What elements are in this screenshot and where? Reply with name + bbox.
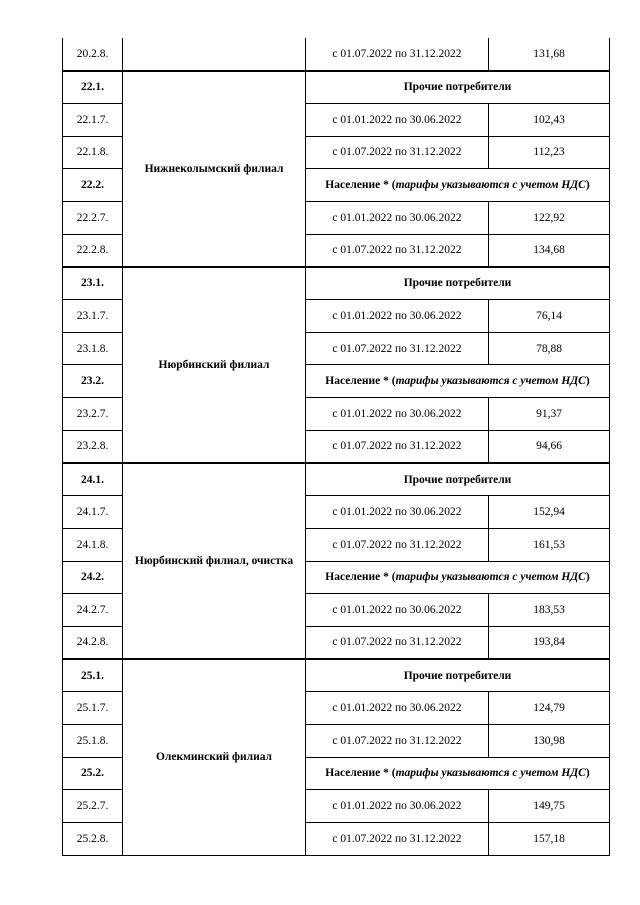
period-cell: с 01.07.2022 по 31.12.2022 [306,136,489,169]
population-label-suffix: ) [585,766,590,779]
row-number: 23.2.8. [63,430,123,463]
tariff-value: 122,92 [489,201,610,234]
period-cell: с 01.01.2022 по 30.06.2022 [306,300,489,333]
tariff-table [62,38,610,856]
population-label-note: тарифы указываются с учетом НДС [395,374,586,387]
row-number: 24.1.8. [63,528,123,561]
population-label [306,365,610,398]
row-number: 24.2.8. [63,626,123,659]
tariff-value: 161,53 [489,528,610,561]
population-label-suffix: ) [585,374,590,387]
tariff-value: 94,66 [489,430,610,463]
branch-name: Олекминский филиал [123,659,306,855]
tariff-value: 102,43 [489,103,610,136]
row-number: 22.1.7. [63,103,123,136]
row-number: 24.1. [63,463,123,496]
tariff-value: 149,75 [489,790,610,823]
period-cell: с 01.07.2022 по 31.12.2022 [306,234,489,267]
period-cell: с 01.07.2022 по 31.12.2022 [306,38,489,71]
period-cell: с 01.01.2022 по 30.06.2022 [306,398,489,431]
period-cell: с 01.01.2022 по 30.06.2022 [306,594,489,627]
row-number: 22.2. [63,169,123,202]
row-number: 25.2.8. [63,823,123,856]
table-row [63,38,610,71]
row-number: 25.1.7. [63,692,123,725]
population-label [306,169,610,202]
row-number: 23.2.7. [63,398,123,431]
row-number: 23.1.8. [63,332,123,365]
period-cell: с 01.01.2022 по 30.06.2022 [306,103,489,136]
population-label-prefix: Население * ( [325,178,396,191]
population-label-note: тарифы указываются с учетом НДС [395,766,586,779]
period-cell: с 01.07.2022 по 31.12.2022 [306,430,489,463]
row-number: 23.2. [63,365,123,398]
period-cell: с 01.01.2022 по 30.06.2022 [306,496,489,529]
tariff-value: 134,68 [489,234,610,267]
tariff-value: 131,68 [489,38,610,71]
row-number: 25.1.8. [63,724,123,757]
row-number: 25.2. [63,757,123,790]
row-number: 25.2.7. [63,790,123,823]
row-number: 23.1. [63,267,123,300]
population-label-suffix: ) [585,178,590,191]
group-header-row [63,659,610,692]
population-label-note: тарифы указываются с учетом НДС [395,570,586,583]
tariff-value: 130,98 [489,724,610,757]
population-label-prefix: Население * ( [325,374,396,387]
row-number: 20.2.8. [63,38,123,71]
row-number: 22.2.8. [63,234,123,267]
period-cell: с 01.07.2022 по 31.12.2022 [306,626,489,659]
row-number: 25.1. [63,659,123,692]
period-cell: с 01.07.2022 по 31.12.2022 [306,823,489,856]
population-label [306,561,610,594]
tariff-value: 76,14 [489,300,610,333]
tariff-value: 124,79 [489,692,610,725]
tariff-value: 183,53 [489,594,610,627]
group-header-row [63,267,610,300]
row-number: 24.2.7. [63,594,123,627]
tariff-value: 112,23 [489,136,610,169]
group-header-label: Прочие потребители [306,267,610,300]
tariff-value: 78,88 [489,332,610,365]
population-label-note: тарифы указываются с учетом НДС [395,178,586,191]
period-cell: с 01.01.2022 по 30.06.2022 [306,201,489,234]
row-number: 24.2. [63,561,123,594]
row-number: 22.1.8. [63,136,123,169]
group-header-label: Прочие потребители [306,659,610,692]
group-header-label: Прочие потребители [306,463,610,496]
group-header-row [63,463,610,496]
group-header-row [63,71,610,104]
population-label-suffix: ) [585,570,590,583]
branch-name: Нюрбинский филиал, очистка [123,463,306,659]
group-header-label: Прочие потребители [306,71,610,104]
period-cell: с 01.07.2022 по 31.12.2022 [306,528,489,561]
branch-name: Нюрбинский филиал [123,267,306,463]
row-number: 24.1.7. [63,496,123,529]
branch-cell-empty [123,38,306,71]
population-label-prefix: Население * ( [325,766,396,779]
period-cell: с 01.07.2022 по 31.12.2022 [306,332,489,365]
row-number: 22.2.7. [63,201,123,234]
tariff-value: 152,94 [489,496,610,529]
row-number: 22.1. [63,71,123,104]
period-cell: с 01.01.2022 по 30.06.2022 [306,790,489,823]
tariff-value: 193,84 [489,626,610,659]
row-number: 23.1.7. [63,300,123,333]
tariff-value: 157,18 [489,823,610,856]
period-cell: с 01.01.2022 по 30.06.2022 [306,692,489,725]
tariff-value: 91,37 [489,398,610,431]
population-label [306,757,610,790]
population-label-prefix: Население * ( [325,570,396,583]
period-cell: с 01.07.2022 по 31.12.2022 [306,724,489,757]
branch-name: Нижнеколымский филиал [123,71,306,267]
